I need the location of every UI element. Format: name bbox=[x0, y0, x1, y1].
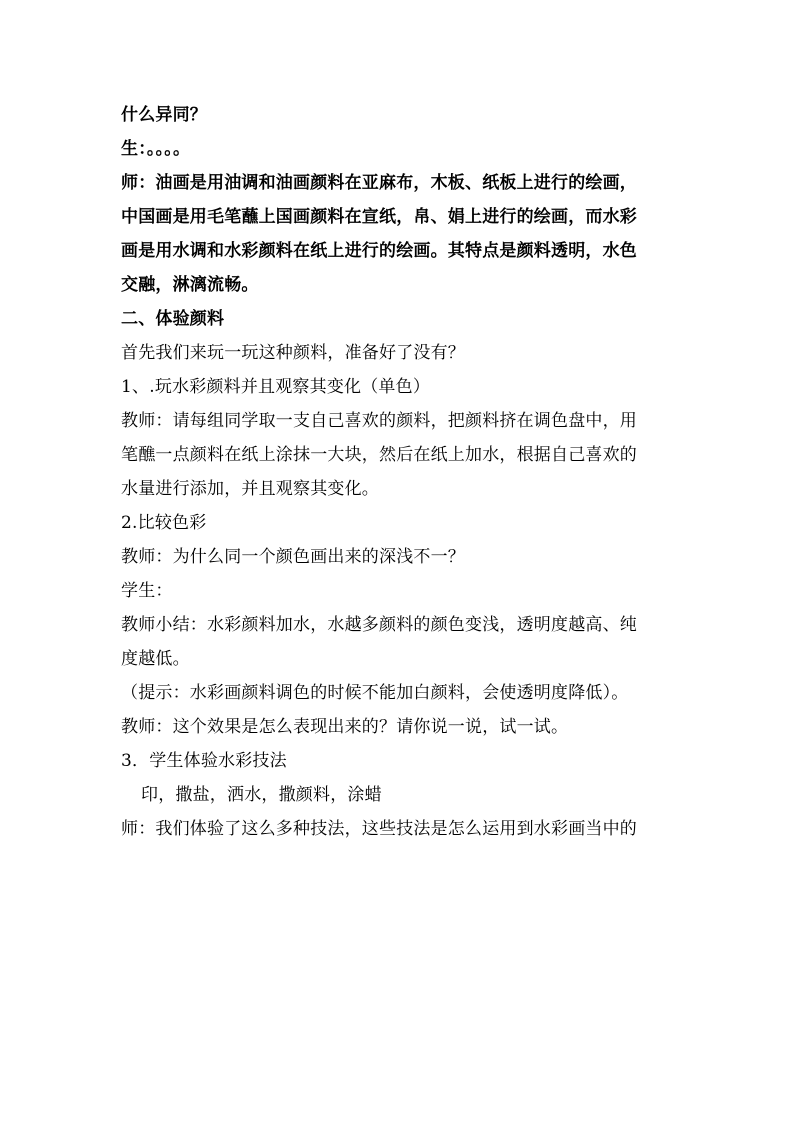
text-line: 什么异同？ bbox=[121, 105, 207, 125]
text-line: 学生： bbox=[121, 581, 173, 601]
text-line: 中国画是用毛笔蘸上国画颜料在宣纸，帛、娟上进行的绘画，而水彩 bbox=[121, 207, 637, 227]
section-heading: 二、体验颜料 bbox=[121, 309, 225, 329]
step-heading: 1、.玩水彩颜料并且观察其变化（单色） bbox=[121, 377, 431, 397]
text-line: 画是用水调和水彩颜料在纸上进行的绘画。其特点是颜料透明，水色 bbox=[121, 241, 637, 261]
step-heading: 2.比较色彩 bbox=[121, 513, 207, 533]
text-line: 印，撒盐，洒水，撒颜料，涂蜡 bbox=[141, 785, 382, 805]
text-line: 师：油画是用油调和油画颜料在亚麻布，木板、纸板上进行的绘画， bbox=[121, 173, 637, 193]
text-line: 教师小结：水彩颜料加水，水越多颜料的颜色变浅，透明度越高、纯 bbox=[121, 615, 637, 635]
step-heading: 3．学生体验水彩技法 bbox=[121, 751, 287, 771]
text-line: 教师：这个效果是怎么表现出来的？请你说一说，试一试。 bbox=[121, 717, 569, 737]
text-line: 首先我们来玩一玩这种颜料，准备好了没有？ bbox=[121, 343, 465, 363]
text-line: （提示：水彩画颜料调色的时候不能加白颜料，会使透明度降低）。 bbox=[121, 683, 629, 703]
text-line: 交融，淋漓流畅。 bbox=[121, 275, 259, 295]
document-body bbox=[121, 98, 681, 846]
text-line: 师：我们体验了这么多种技法，这些技法是怎么运用到水彩画当中的 bbox=[121, 819, 637, 839]
text-line: 教师：为什么同一个颜色画出来的深浅不一？ bbox=[121, 547, 465, 567]
text-line: 生：。。。。 bbox=[121, 139, 191, 159]
text-line: 度越低。 bbox=[121, 649, 190, 669]
text-line: 教师：请每组同学取一支自己喜欢的颜料，把颜料挤在调色盘中，用 bbox=[121, 411, 637, 431]
text-line: 水量进行添加，并且观察其变化。 bbox=[121, 479, 379, 499]
text-line: 笔醮一点颜料在纸上涂抹一大块，然后在纸上加水，根据自己喜欢的 bbox=[121, 445, 637, 465]
